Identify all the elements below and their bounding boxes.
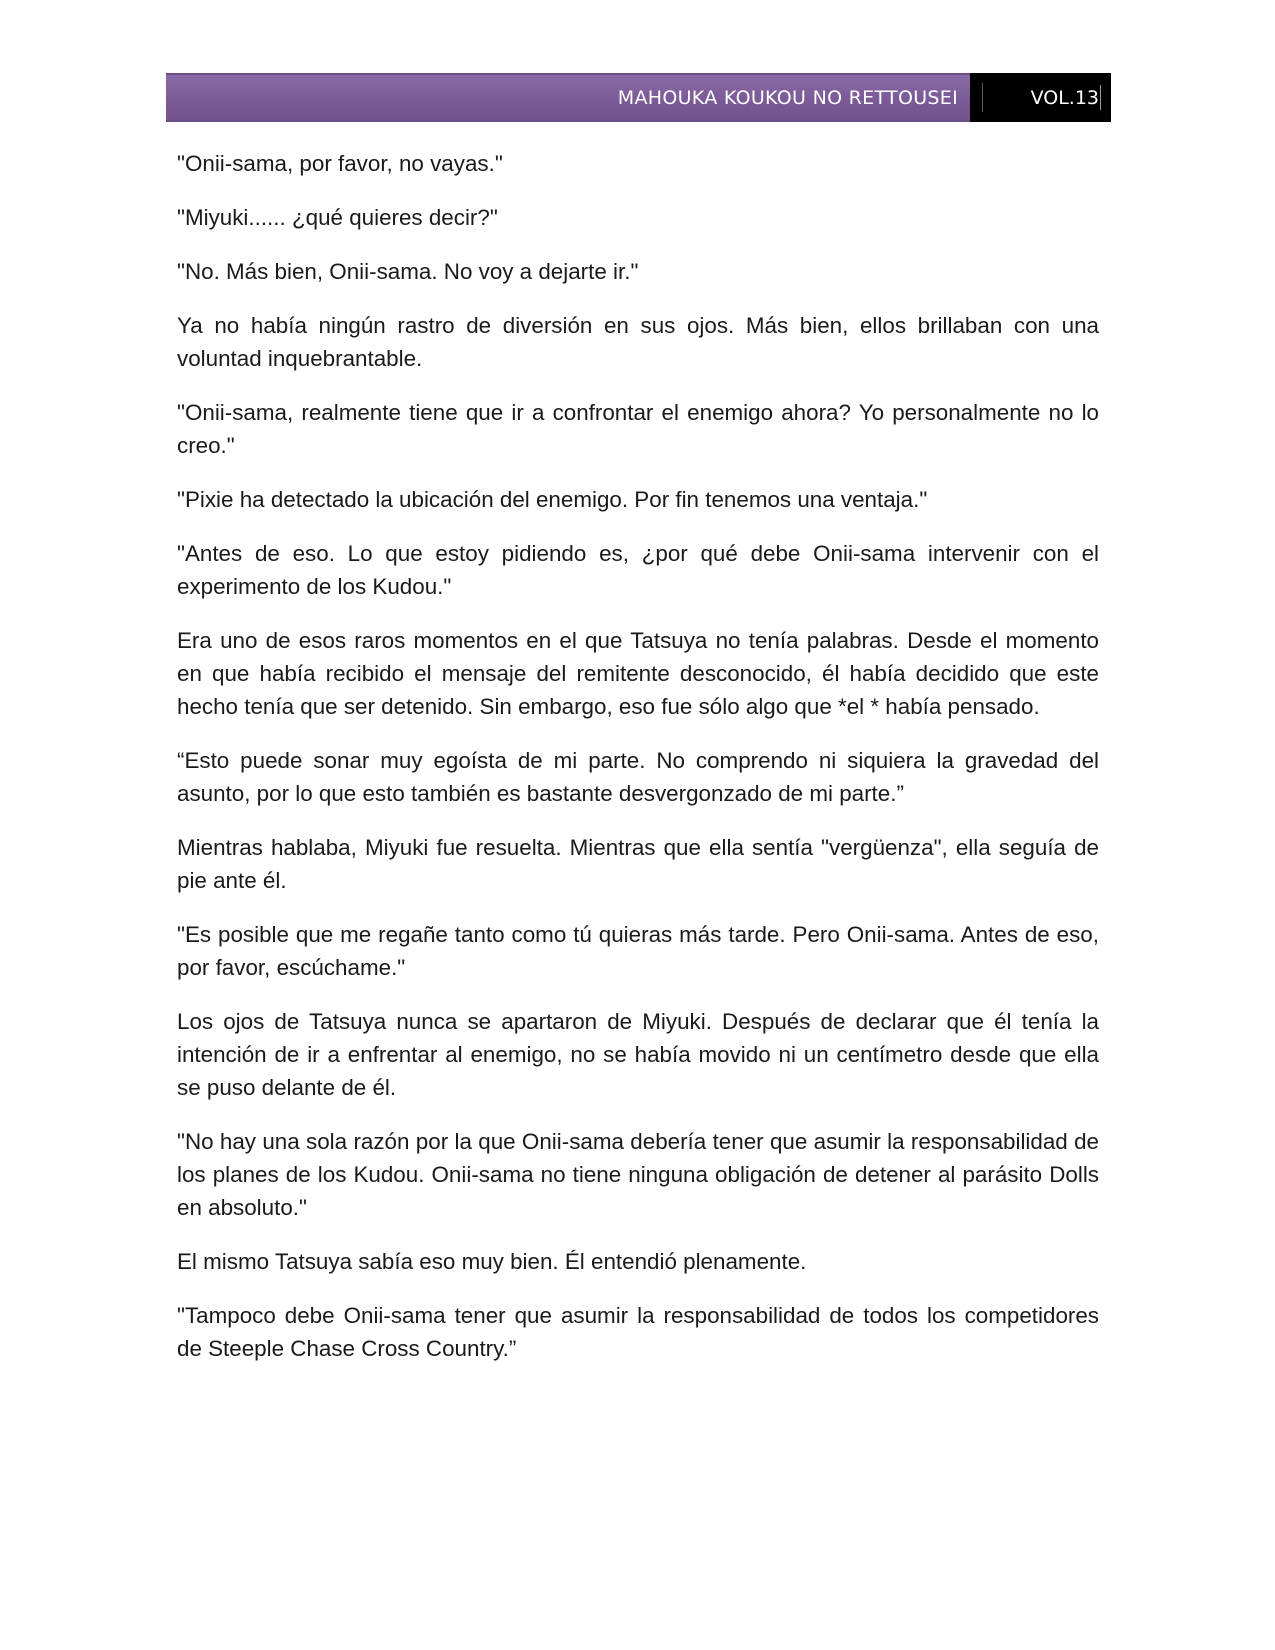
paragraph: "No. Más bien, Onii-sama. No voy a dejarte ir.": [177, 259, 639, 284]
header-title-bar: [166, 73, 970, 122]
paragraph: "Antes de eso. Lo que estoy pidiendo es, ¿por qué debe Onii-sama intervenir con el experimento de los Kudou.": [177, 541, 1099, 599]
paragraph: Los ojos de Tatsuya nunca se apartaron de Miyuki. Después de declarar que él tenía la intención de ir a enfrentar al enemigo, no se había movido ni un centímetro desde que ella se puso delante de él.: [177, 1009, 1099, 1100]
paragraph: El mismo Tatsuya sabía eso muy bien. Él entendió plenamente.: [177, 1249, 807, 1274]
paragraph: "Miyuki...... ¿qué quieres decir?": [177, 205, 498, 230]
paragraph: "Onii-sama, realmente tiene que ir a confrontar el enemigo ahora? Yo personalmente no lo creo.": [177, 400, 1099, 458]
paragraph: Era uno de esos raros momentos en el que Tatsuya no tenía palabras. Desde el momento en que había recibido el mensaje del remitente desconocido, él había decidido que este hecho tenía que ser detenido. Sin embargo, eso fue sólo algo que *el * había pensado.: [177, 628, 1099, 719]
paragraph: "Tampoco debe Onii-sama tener que asumir la responsabilidad de todos los competidores de Steeple Chase Cross Country.”: [177, 1303, 1099, 1361]
book-title: MAHOUKA KOUKOU NO RETTOUSEI: [617, 86, 958, 109]
volume-label: VOL.13: [1030, 86, 1099, 109]
header-volume-box: [970, 73, 1111, 122]
paragraph: Ya no había ningún rastro de diversión en sus ojos. Más bien, ellos brillaban con una voluntad inquebrantable.: [177, 313, 1099, 371]
paragraph: "Es posible que me regañe tanto como tú quieras más tarde. Pero Onii-sama. Antes de eso, por favor, escúchame.": [177, 922, 1099, 980]
paragraph: "No hay una sola razón por la que Onii-sama debería tener que asumir la responsabilidad de los planes de los Kudou. Onii-sama no tiene ninguna obligación de detener al parásito Dolls en absoluto.": [177, 1129, 1099, 1220]
paragraph: “Esto puede sonar muy egoísta de mi parte. No comprendo ni siquiera la gravedad del asunto, por lo que esto también es bastante desvergonzado de mi parte.”: [177, 748, 1099, 806]
page-header: [166, 73, 1111, 122]
page-body: [177, 147, 1099, 1386]
paragraph: Mientras hablaba, Miyuki fue resuelta. Mientras que ella sentía "vergüenza", ella seguía de pie ante él.: [177, 835, 1099, 893]
paragraph: "Onii-sama, por favor, no vayas.": [177, 151, 503, 176]
paragraph: "Pixie ha detectado la ubicación del enemigo. Por fin tenemos una ventaja.": [177, 487, 928, 512]
